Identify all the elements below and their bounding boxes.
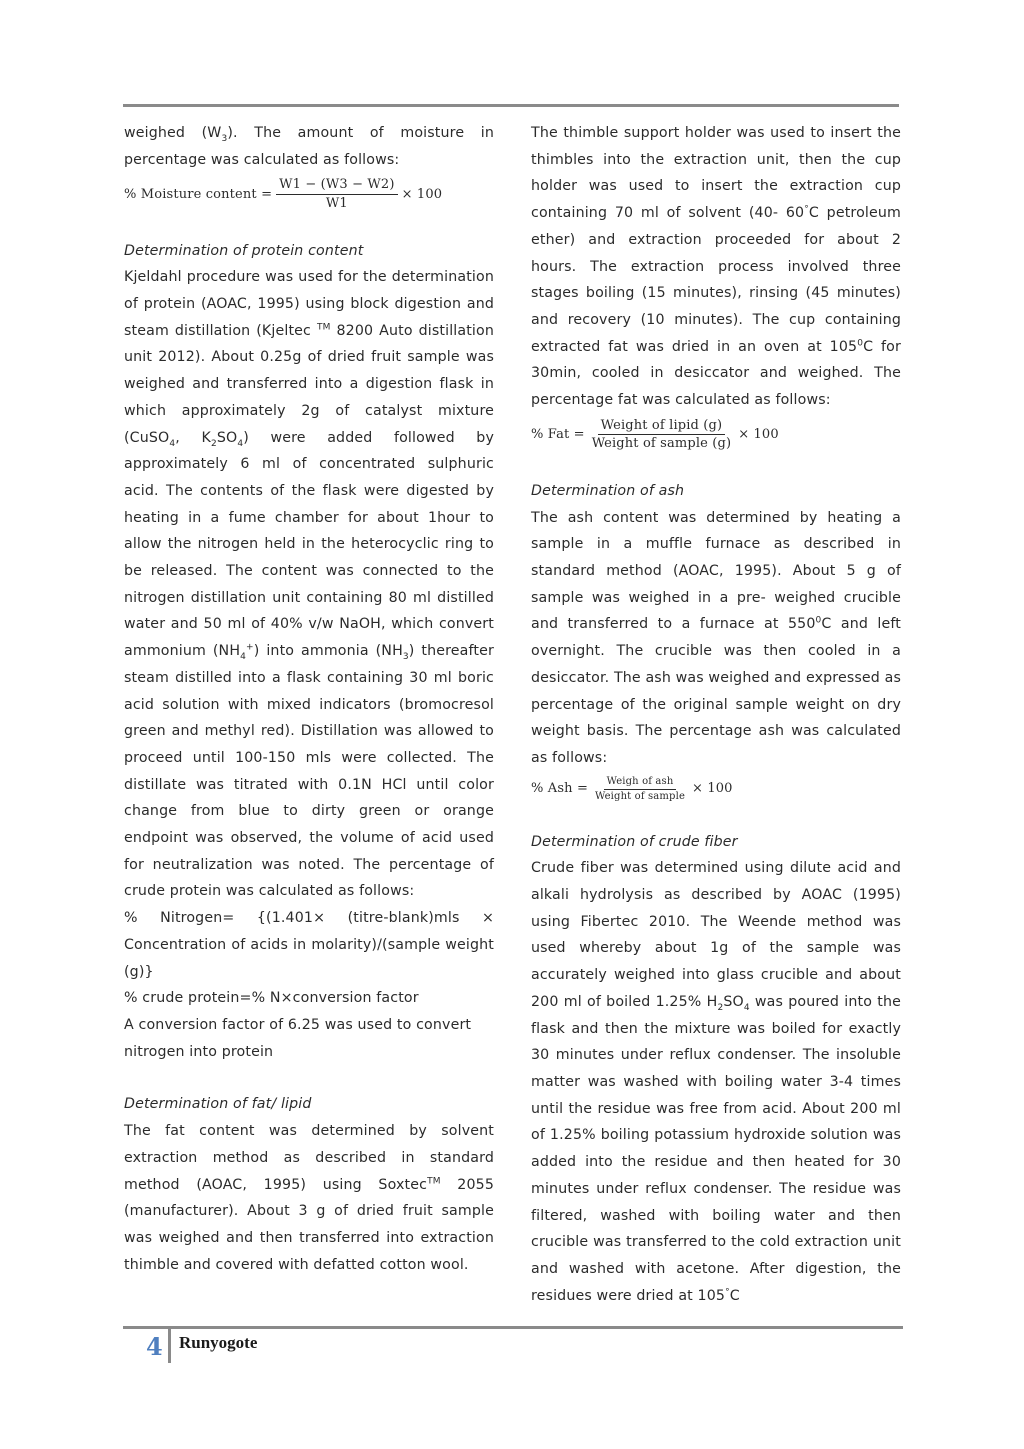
fiber-heading: Determination of crude fiber	[531, 833, 738, 850]
fat-paragraph: The fat content was determined by solvent extraction method as described in standard method (AOAC, 1995) using Soxtec™ 2055 (manufacturer). About 3 g of dried fruit sample was weighed and then transferred into extraction thimble and covered with defatted cotton wool.	[124, 1123, 494, 1273]
fat-continued-paragraph: The thimble support holder was used to insert the thimbles into the extraction unit, then the cup holder was used to insert the extraction cup containing 70 ml of solvent (40- 60°C petroleum ether) and extraction proceeded for about 2 hours. The extraction process involved three stages boiling (15 minutes), rinsing (45 minutes) and recovery (10 minutes). The cup containing extracted fat was dried in an oven at $105^0C$ for 30min, cooled in desiccator and weighed. The percentage fat was calculated as follows:	[531, 125, 901, 409]
left-column	[124, 120, 494, 1278]
fiber-paragraph: Crude fiber was determined using dilute acid and alkali hydrolysis as described by AOAC (1995) using Fibertec 2010. The Weende method was used whereby about 1g of the sample was accurately weighed into glass crucible and about 200 ml of boiled 1.25% $H_2SO_4$ was poured into the flask and then the mixture was boiled for exactly 30 minutes under reflux condenser. The insoluble matter was washed with boiling water 3-4 times until the residue was free from acid. About 200 ml of 1.25% boiling potassium hydroxide solution was added into the residue and then heated for 30 minutes under reflux condenser. The residue was filtered, washed with boiling water and then crucible was transferred to the cold extraction unit and washed with acetone. After digestion, the residues were dried at 105°C	[531, 860, 901, 1304]
moisture-formula: % Moisture content = $\frac{W1 - (W3 - W2)}{W1}$ × 100	[124, 177, 443, 211]
footer-author: Runyogote	[179, 1333, 258, 1352]
footer-divider	[168, 1329, 171, 1363]
ash-formula: % Ash = $\frac{\text{Weigh of ash}}{\text{Weight of sample}}$ × 100	[531, 775, 733, 802]
ash-paragraph: The ash content was determined by heating a sample in a muffle furnace as described in standard method (AOAC, 1995). About 5 g of sample was weighed in a pre- weighed crucible and transferred to a furnace at $550^0C$ and left overnight. The crucible was then cooled in a desiccator. The ash was weighed and expressed as percentage of the original sample weight on dry weight basis. The percentage ash was calculated as follows:	[531, 509, 901, 766]
fat-formula: % Fat = $\frac{\text{Weight of lipid (g)}}{\text{Weight of sample (g)}}$ × 100	[531, 417, 779, 452]
protein-paragraph: Kjeldahl procedure was used for the determination of protein (AOAC, 1995) using block digestion and steam distillation (Kjeltec ™ 8200 Auto distillation unit 2012). About 0.25g of dried fruit sample was weighed and transferred into a digestion flask in which approximately 2g of catalyst mixture (CuSO$_4$, $K_2SO_4$) were added followed by approximately 6 ml of concentrated sulphuric acid. The contents of the flask were digested by heating in a fume chamber for about 1hour to allow the nitrogen held in the heterocyclic ring to be released. The content was connected to the nitrogen distillation unit containing 80 ml distilled water and 50 ml of 40% v/w NaOH, which convert ammonium $(NH_4^+)$ into ammonia $(NH_3)$ thereafter steam distilled into a flask containing 30 ml boric acid solution with mixed indicators (bromocresol green and methyl red). Distillation was allowed to proceed until 100-150 mls were collected. The distillate was titrated with 0.1N HCl until color change from blue to dirty green or orange endpoint was observed, the volume of acid used for neutralization was noted. The percentage of crude protein was calculated as follows:	[124, 269, 494, 900]
protein-heading: Determination of protein content	[124, 242, 364, 259]
footer-rule	[123, 1326, 903, 1329]
crude-protein-formula: % crude protein=% N×conversion factor	[124, 990, 419, 1007]
moisture-paragraph: weighed $(W_3)$. The amount of moisture in percentage was calculated as follows:	[124, 125, 494, 168]
nitrogen-formula: % Nitrogen= {(1.401× (titre-blank)mls × Concentration of acids in molarity)/(sample weight (g)}	[124, 910, 494, 980]
page-number: 4	[146, 1332, 163, 1361]
conversion-text: A conversion factor of 6.25 was used to convert nitrogen into protein	[124, 1016, 472, 1060]
ash-heading: Determination of ash	[531, 482, 685, 499]
right-column	[531, 120, 901, 1309]
header-rule	[123, 104, 899, 107]
fat-heading: Determination of fat/ lipid	[124, 1096, 312, 1113]
